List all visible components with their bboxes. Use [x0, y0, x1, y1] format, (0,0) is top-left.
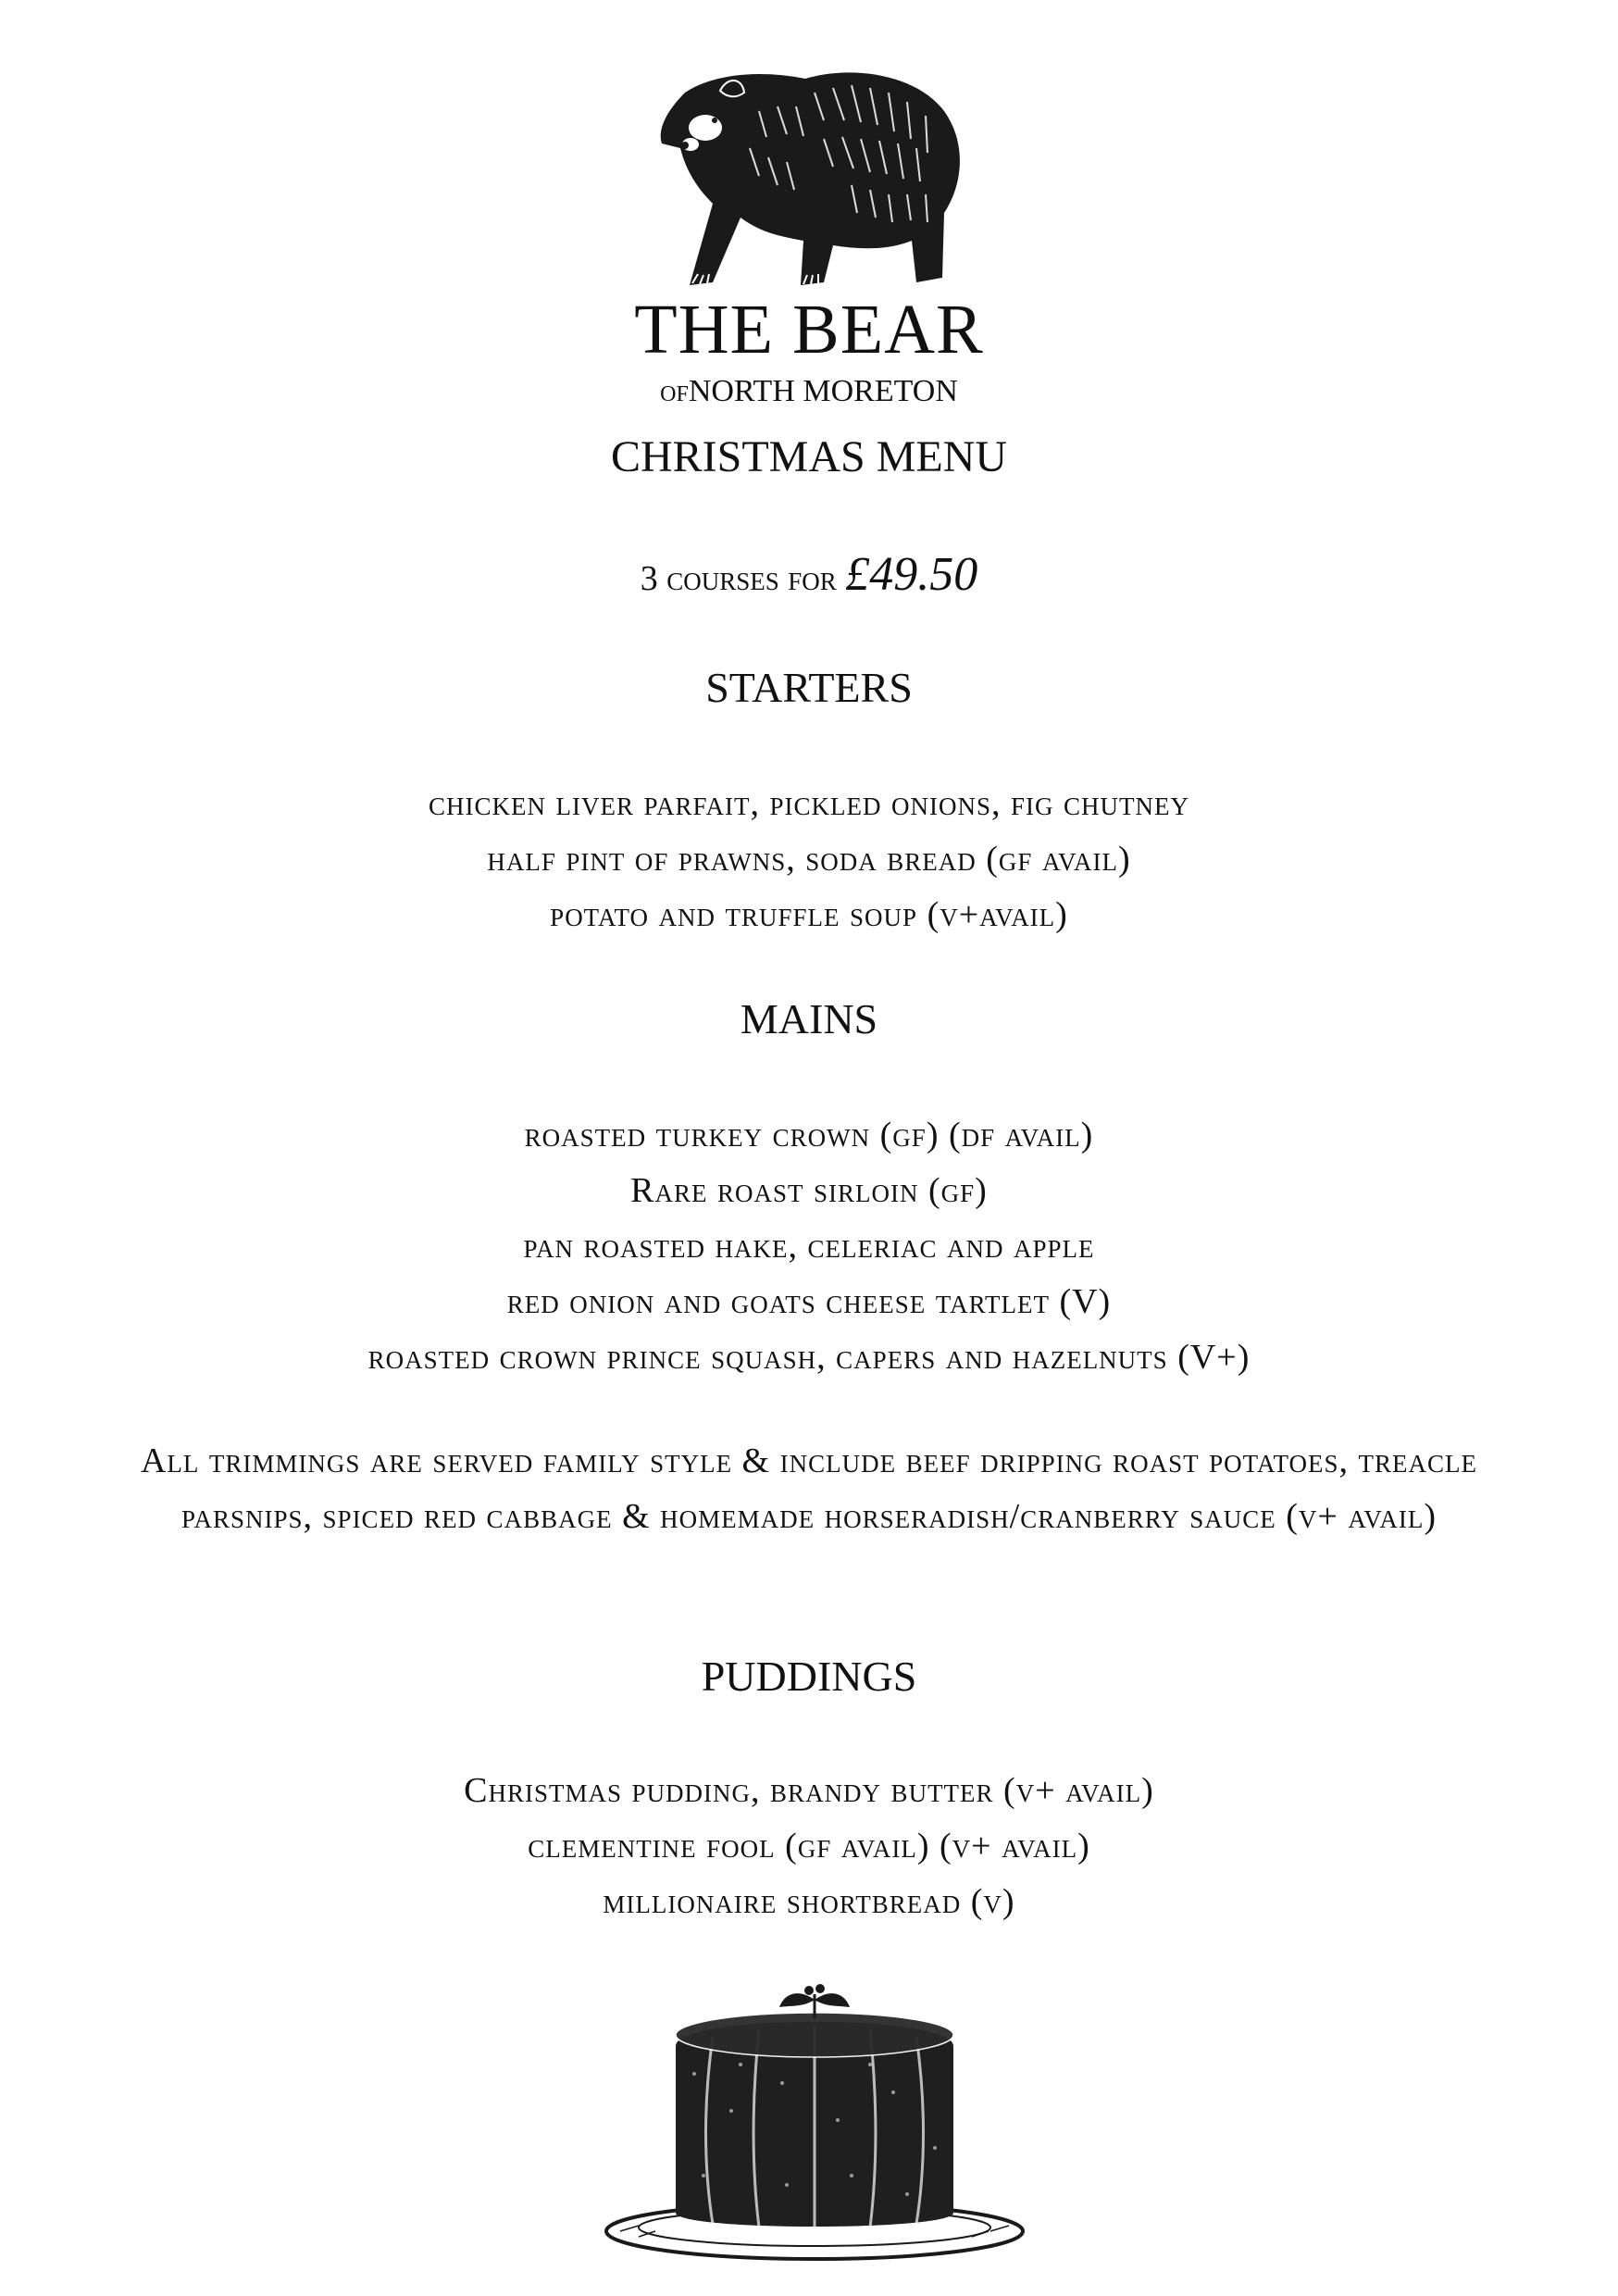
mains-heading: MAINS — [740, 995, 878, 1042]
menu-item: red onion and goats cheese tartlet (V) — [506, 1282, 1112, 1321]
price-value: £49.50 — [845, 548, 978, 601]
menu-item: Christmas pudding, brandy butter (v+ avail) — [464, 1771, 1154, 1810]
mains-list — [0, 1107, 1618, 1385]
starters-heading: STARTERS — [705, 664, 913, 711]
brand-location-place: NORTH MORETON — [688, 374, 958, 408]
christmas-pudding-illustration — [592, 1963, 1037, 2268]
menu-item: half pint of prawns, soda bread (gf avail) — [487, 840, 1131, 879]
menu-item: roasted turkey crown (gf) (df avail) — [524, 1116, 1094, 1154]
menu-item: pan roasted hake, celeriac and apple — [523, 1227, 1095, 1266]
menu-title: CHRISTMAS MENU — [610, 432, 1008, 481]
puddings-heading: PUDDINGS — [701, 1653, 917, 1700]
trimmings-note: All trimmings are served family style & include beef dripping roast potatoes, treacle parsnips, spiced red cabbage & homemade horseradish/cranberry sauce (v+ avail) — [140, 1441, 1477, 1536]
menu-item: millionaire shortbread (v) — [603, 1882, 1015, 1921]
bear-illustration — [648, 56, 981, 296]
menu-item: potato and truffle soup (v+avail) — [550, 895, 1068, 934]
courses-text: 3 courses for — [640, 559, 837, 598]
brand-name: THE BEAR — [634, 291, 984, 368]
menu-item: clementine fool (gf avail) (v+ avail) — [528, 1827, 1090, 1866]
starters-list — [0, 776, 1618, 942]
menu-item: Rare roast sirloin (gf) — [630, 1171, 988, 1210]
price-offer — [0, 546, 1618, 604]
menu-item: chicken liver parfait, pickled onions, fig chutney — [428, 784, 1189, 823]
puddings-list — [0, 1763, 1618, 1929]
menu-item: roasted crown prince squash, capers and hazelnuts (V+) — [367, 1338, 1251, 1377]
brand-location-of: OF — [660, 382, 689, 406]
brand-location — [0, 376, 1618, 407]
